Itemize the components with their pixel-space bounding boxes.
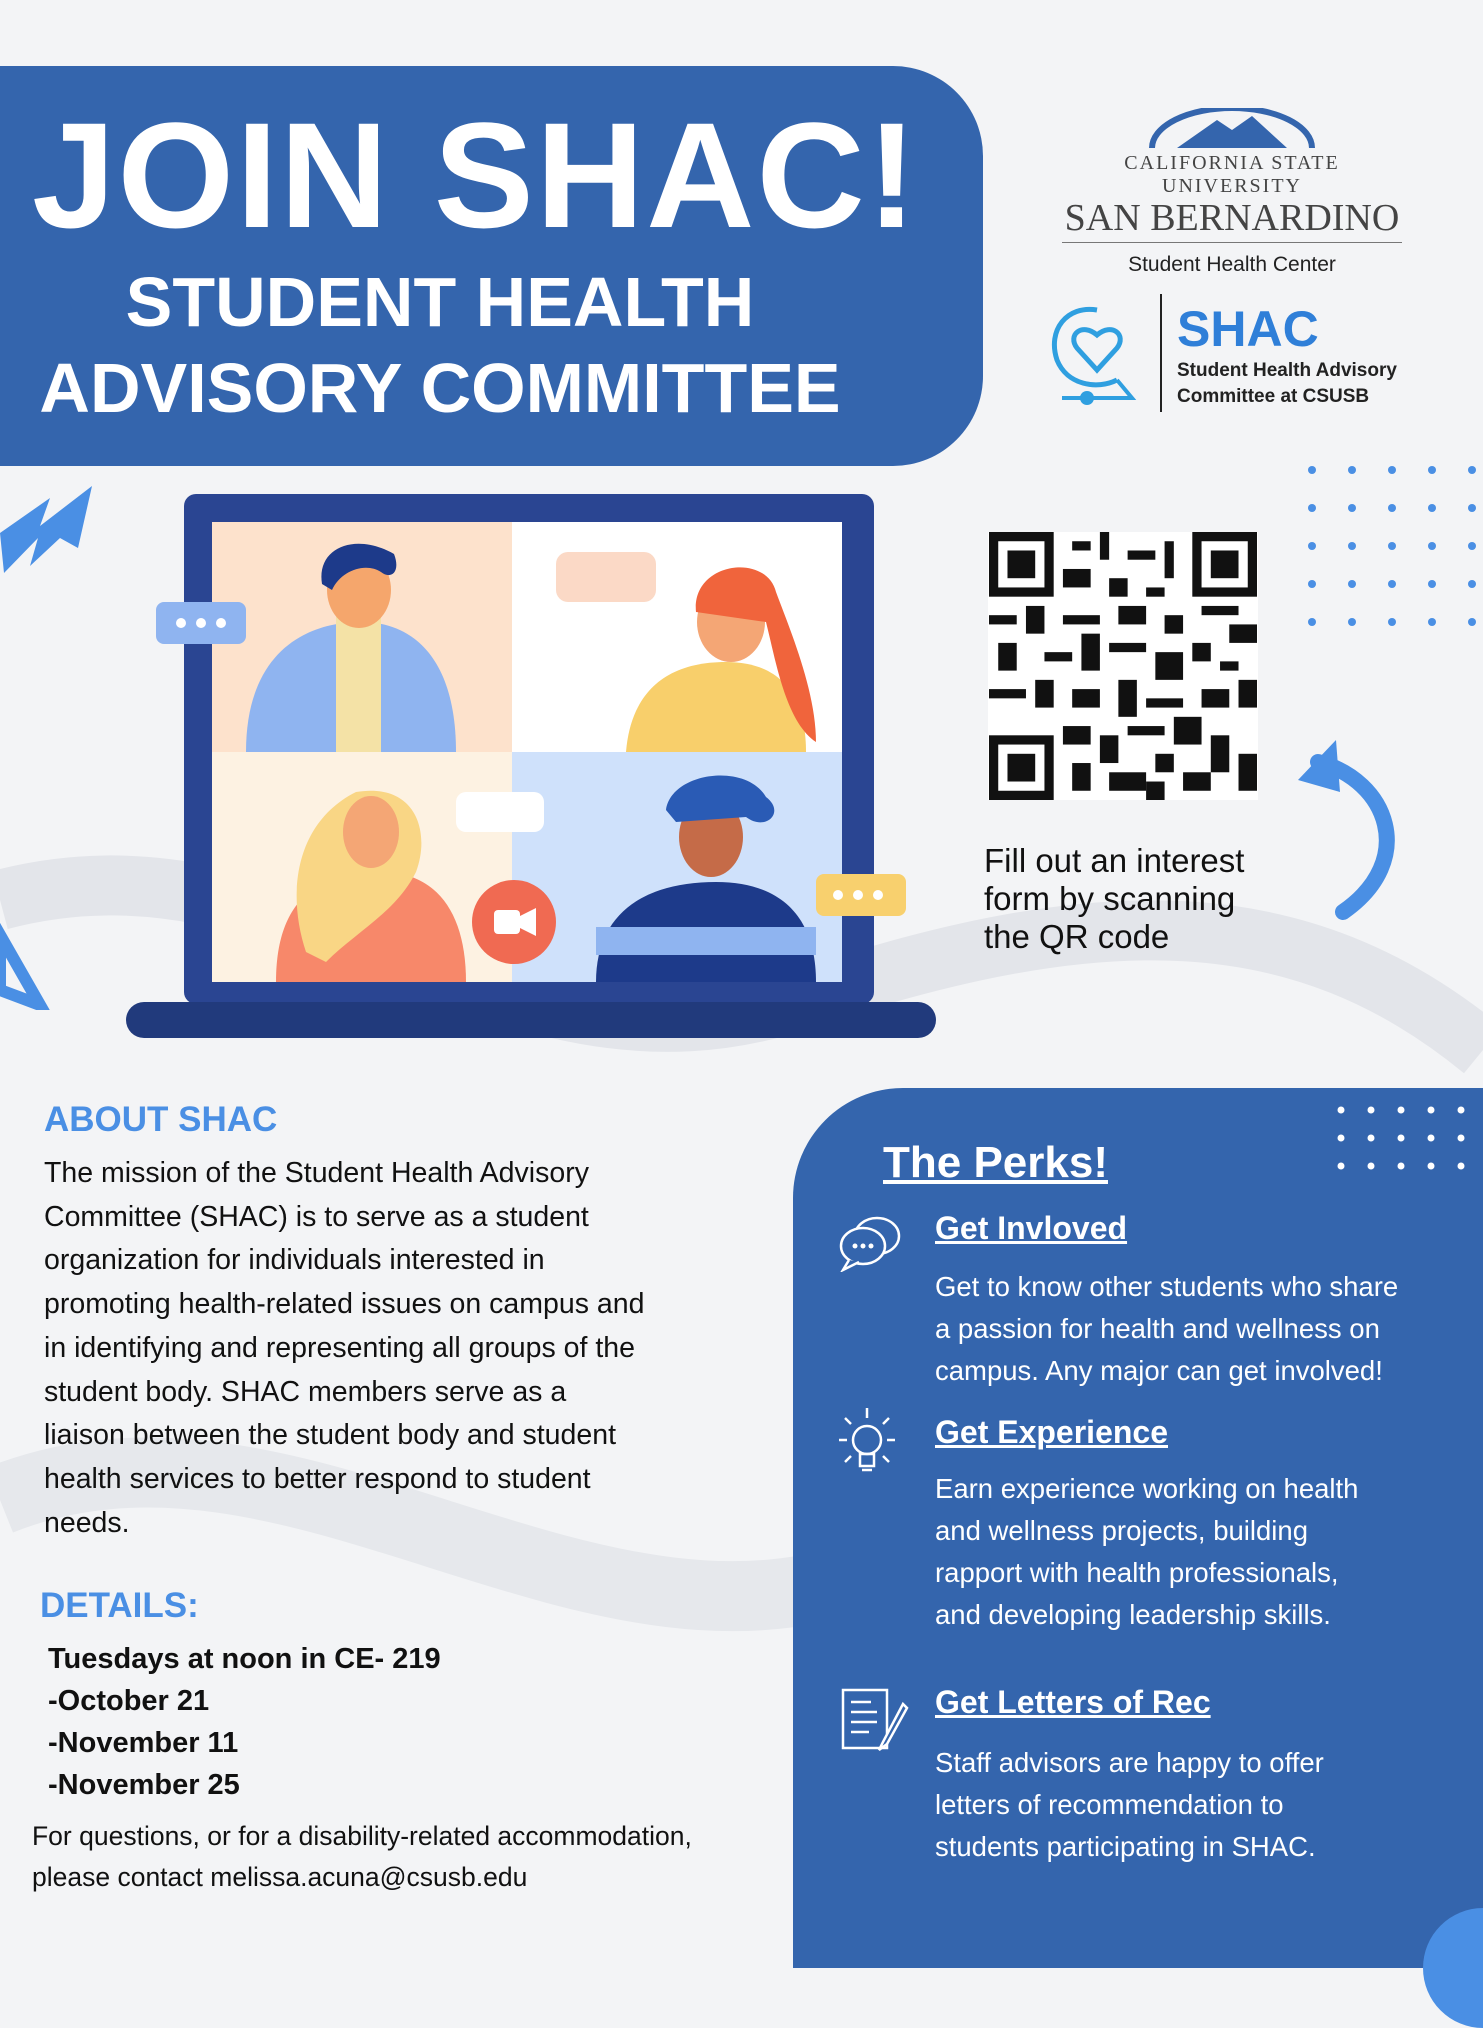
about-line: student body. SHAC members serve as a xyxy=(44,1375,567,1408)
triangle-decoration-icon xyxy=(0,920,60,1010)
about-line: Committee (SHAC) is to serve as a student xyxy=(44,1200,589,1233)
perk-line: a passion for health and wellness on xyxy=(935,1313,1380,1344)
chat-bubbles-icon xyxy=(837,1212,903,1272)
perk-line: campus. Any major can get involved! xyxy=(935,1355,1383,1386)
csusb-line2: SAN BERNARDINO xyxy=(1062,198,1402,243)
contact-line1: For questions, or for a disability-related accommodation, xyxy=(32,1821,692,1851)
video-call-laptop-illustration xyxy=(126,492,946,1052)
perks-title: The Perks! xyxy=(883,1138,1108,1187)
mountain-logo-icon xyxy=(1142,108,1322,148)
perk-line: Earn experience working on health xyxy=(935,1473,1359,1504)
perk-line: Get to know other students who share xyxy=(935,1271,1399,1302)
perk-heading: Get Invloved xyxy=(935,1210,1128,1246)
perk-line: students participating in SHAC. xyxy=(935,1831,1316,1862)
about-line: promoting health-related issues on campus and xyxy=(44,1288,645,1321)
csusb-line1: CALIFORNIA STATE UNIVERSITY xyxy=(1124,152,1340,197)
details-list xyxy=(48,1638,441,1806)
hero-subtitle-line2: ADVISORY COMMITTEE xyxy=(39,349,841,427)
shac-logo-name: SHAC xyxy=(1177,301,1319,357)
perk-line: Staff advisors are happy to offer xyxy=(935,1747,1324,1778)
about-line: needs. xyxy=(44,1506,130,1539)
dot-grid-decoration xyxy=(1333,1098,1473,1178)
lightbulb-icon xyxy=(829,1404,905,1480)
perk-line: rapport with health professionals, xyxy=(935,1557,1339,1588)
csusb-line3: Student Health Center xyxy=(1128,253,1336,276)
qr-caption xyxy=(984,842,1314,956)
shac-logo-tagline1: Student Health Advisory xyxy=(1177,360,1397,381)
corner-circle-decoration xyxy=(1423,1908,1483,2028)
perk-text xyxy=(935,1468,1455,1636)
about-line: health services to better respond to student xyxy=(44,1462,591,1495)
qr-caption-line: Fill out an interest xyxy=(984,842,1245,879)
qr-caption-line: form by scanning xyxy=(984,880,1236,917)
perks-panel xyxy=(793,1088,1483,1968)
contact-info xyxy=(32,1816,792,1898)
hero-subtitle-line1: STUDENT HEALTH xyxy=(125,263,755,341)
about-line: The mission of the Student Health Advisory xyxy=(44,1157,589,1189)
details-item: Tuesdays at noon in CE- 219 xyxy=(48,1643,441,1675)
about-body xyxy=(44,1152,734,1545)
perk-heading: Get Experience xyxy=(935,1414,1168,1450)
perk-text xyxy=(935,1266,1455,1392)
perk-line: and wellness projects, building xyxy=(935,1515,1308,1546)
about-line: in identifying and representing all groups of the xyxy=(44,1331,635,1364)
dot-grid-decoration xyxy=(1300,462,1483,662)
about-line: liaison between the student body and student xyxy=(44,1419,617,1452)
qr-caption-line: the QR code xyxy=(984,918,1170,955)
qr-code[interactable] xyxy=(988,532,1258,800)
about-heading: ABOUT SHAC xyxy=(44,1100,278,1139)
perk-line: letters of recommendation to xyxy=(935,1789,1284,1820)
details-heading: DETAILS: xyxy=(40,1586,199,1625)
details-item: -November 25 xyxy=(48,1769,240,1801)
perk-line: and developing leadership skills. xyxy=(935,1599,1331,1630)
perk-heading: Get Letters of Rec xyxy=(935,1684,1211,1720)
document-pen-icon xyxy=(837,1684,909,1756)
hero-title: JOIN SHAC! xyxy=(32,91,919,259)
details-item: -October 21 xyxy=(48,1685,210,1717)
contact-line2[interactable]: please contact melissa.acuna@csusb.edu xyxy=(32,1862,528,1892)
perk-text xyxy=(935,1742,1455,1868)
hero-banner xyxy=(0,66,983,466)
details-item: -November 11 xyxy=(48,1727,239,1759)
about-line: organization for individuals interested in xyxy=(44,1244,545,1277)
logo-divider xyxy=(1160,294,1162,412)
zigzag-decoration-icon xyxy=(0,478,100,578)
csusb-logo xyxy=(1062,108,1402,277)
shac-logo xyxy=(1042,290,1442,420)
shac-logo-tagline2: Committee at CSUSB xyxy=(1177,386,1370,407)
stethoscope-heart-icon xyxy=(1042,290,1152,420)
